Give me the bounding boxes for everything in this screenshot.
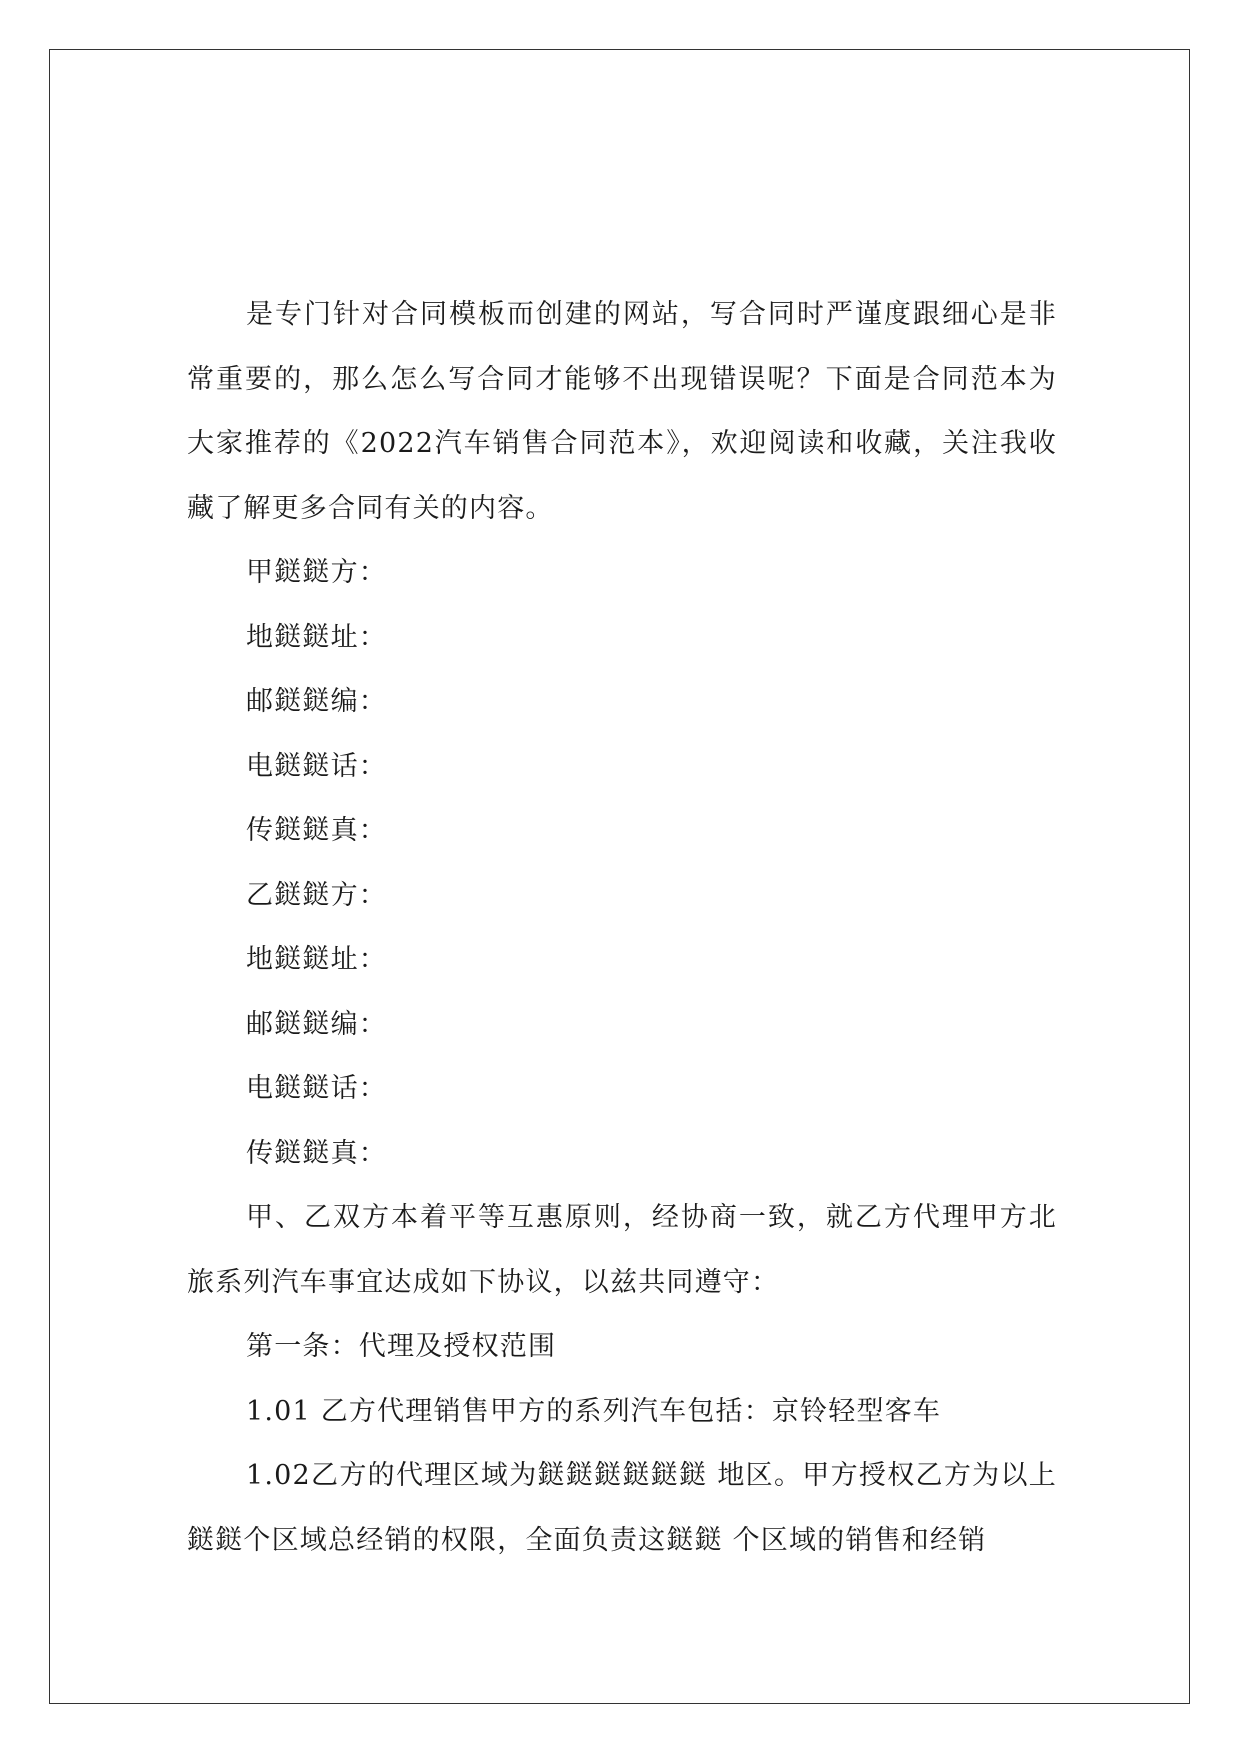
agreement-preamble: 甲、乙双方本着平等互惠原则，经协商一致，就乙方代理甲方北旅系列汽车事宜达成如下协议，以兹共同遵守： — [187, 1202, 1057, 1298]
clause-1-02: 1.02乙方的代理区域为鎹鎹鎹鎹鎹鎹 地区。甲方授权乙方为以上鎹鎹个区域总经销的权限，全面负责这鎹鎹 个区域的销售和经销 — [187, 1460, 1057, 1556]
party-b-address-field: 地鎹鎹址： — [246, 944, 387, 975]
intro-paragraph: 是专门针对合同模板而创建的网站，写合同时严谨度跟细心是非常重要的，那么怎么写合同才能够不出现错误呢？下面是合同范本为大家推荐的《2022汽车销售合同范本》，欢迎阅读和收藏，关注我收藏了解更多合同有关的内容。 — [187, 299, 1057, 524]
party-b-name-field: 乙鎹鎹方： — [246, 879, 387, 911]
party-b-phone-field: 电鎹鎹话： — [246, 1073, 387, 1104]
party-a-address-field: 地鎹鎹址： — [246, 621, 387, 653]
party-a-postcode-field: 邮鎹鎹编： — [246, 686, 387, 717]
article-1-heading: 第一条：代理及授权范围 — [246, 1331, 557, 1362]
clause-1-01: 1.01 乙方代理销售甲方的系列汽车包括：京铃轻型客车 — [246, 1395, 942, 1427]
party-b-fax-field: 传鎹鎹真： — [246, 1137, 387, 1169]
party-b-postcode-field: 邮鎹鎹编： — [246, 1008, 387, 1040]
party-a-fax-field: 传鎹鎹真： — [246, 815, 387, 846]
party-a-name-field: 甲鎹鎹方： — [246, 557, 387, 588]
document-body — [187, 283, 1057, 1573]
party-a-phone-field: 电鎹鎹话： — [246, 750, 387, 782]
